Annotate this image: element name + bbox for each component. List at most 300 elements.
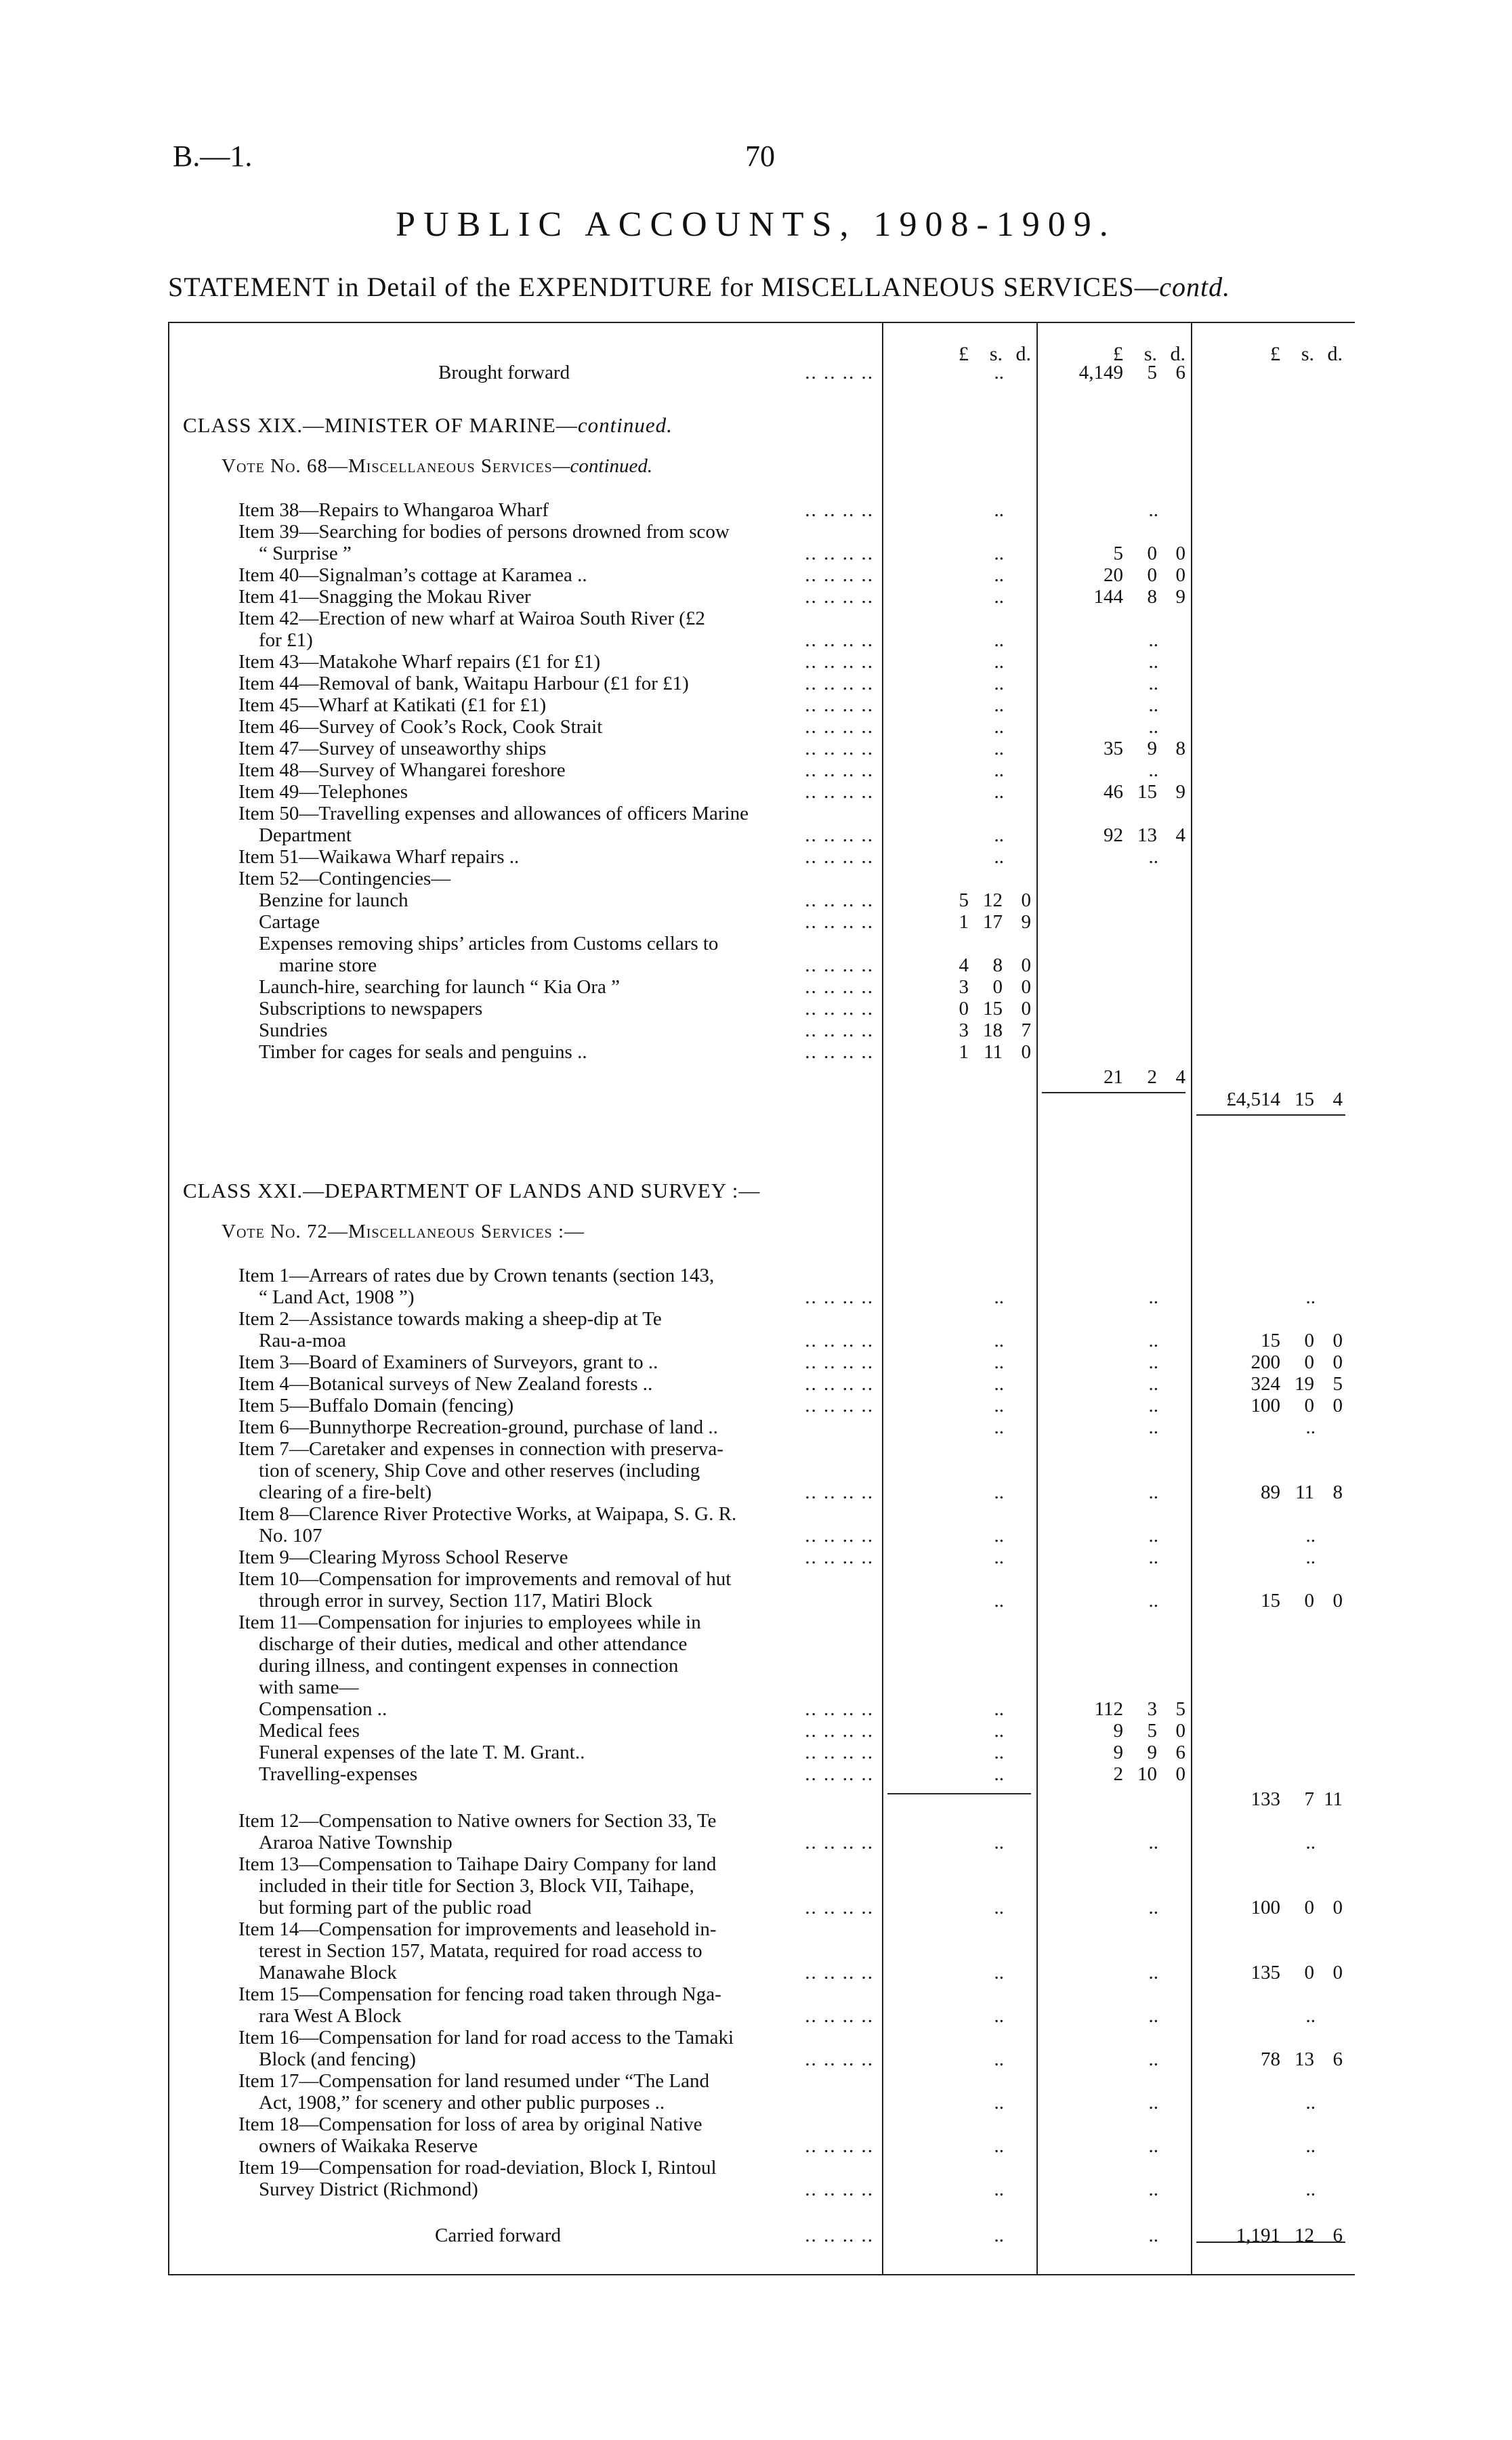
description-text: Item 9—Clearing Myross School Reserve: [238, 1547, 568, 1568]
pence-value: 6: [1332, 2048, 1343, 2070]
table-row: [169, 1438, 1355, 1460]
pounds-value: 2: [1113, 1763, 1123, 1785]
row-description: [238, 1416, 718, 1438]
pounds-value: 78: [1261, 2048, 1280, 2070]
row-description: [238, 1265, 714, 1286]
leader-dots: .. .. .. ..: [805, 1763, 874, 1785]
shillings-value: 0: [1304, 1330, 1314, 1351]
expenditure-table: [168, 322, 1355, 2275]
subtitle-suffix: —contd.: [1134, 272, 1231, 302]
leader-dots: .. .. .. ..: [805, 1481, 874, 1503]
table-row: [169, 998, 1355, 1019]
total-rule: [1196, 1114, 1345, 1116]
shillings-value: 15: [1137, 781, 1157, 803]
shillings-value: 0: [1304, 1351, 1314, 1373]
row-description: [259, 543, 352, 564]
row-description: [238, 564, 587, 586]
table-row: [169, 521, 1355, 543]
pounds-value: 324: [1251, 1373, 1280, 1395]
pence-value: 7: [1021, 1019, 1031, 1041]
description-text: Item 5—Buffalo Domain (fencing): [238, 1395, 514, 1416]
row-description: [279, 954, 377, 976]
empty-placeholder: ..: [994, 1698, 1004, 1720]
description-text: CLASS XXI.—DEPARTMENT OF LANDS AND SURVEY :—: [183, 1179, 761, 1202]
row-description: [259, 1655, 678, 1677]
description-text: Item 7—Caretaker and expenses in connection with preserva-: [238, 1438, 723, 1460]
empty-placeholder: ..: [1305, 1286, 1316, 1308]
shillings-value: 0: [992, 976, 1003, 998]
table-row: [169, 1395, 1355, 1416]
row-description: [259, 2092, 665, 2113]
table-row: [169, 1720, 1355, 1742]
statement-subtitle: [168, 271, 1230, 303]
pounds-value: 100: [1251, 1897, 1280, 1918]
shillings-value: 9: [1147, 1742, 1157, 1763]
row-description: [238, 1395, 513, 1416]
pence-value: 0: [1175, 564, 1185, 586]
table-row: [169, 954, 1355, 976]
row-description: [238, 1308, 662, 1330]
table-row: [169, 846, 1355, 868]
empty-placeholder: ..: [1148, 759, 1158, 781]
empty-placeholder: ..: [994, 1832, 1004, 1853]
row-description: [238, 846, 519, 868]
empty-placeholder: ..: [994, 694, 1004, 716]
table-row: [169, 1832, 1355, 1853]
empty-placeholder: ..: [1305, 1416, 1316, 1438]
empty-placeholder: ..: [994, 1286, 1004, 1308]
empty-placeholder: ..: [1305, 2179, 1316, 2200]
table-row: [169, 1810, 1355, 1832]
pence-value: 0: [1332, 1590, 1343, 1612]
table-row: [169, 716, 1355, 738]
table-row: [169, 1918, 1355, 1940]
row-description: [238, 1810, 716, 1832]
empty-placeholder: ..: [994, 543, 1004, 564]
description-text: during illness, and contingent expenses in connection: [259, 1655, 679, 1677]
row-description: [259, 2179, 478, 2200]
row-description: [238, 2113, 702, 2135]
empty-placeholder: ..: [1305, 2092, 1316, 2113]
description-text: Araroa Native Township: [259, 1832, 453, 1853]
description-text: Item 46—Survey of Cook’s Rock, Cook Strait: [238, 716, 603, 738]
empty-placeholder: ..: [1305, 1547, 1316, 1568]
empty-placeholder: ..: [1148, 694, 1158, 716]
table-row: [169, 499, 1355, 521]
shillings-value: 17: [983, 911, 1003, 933]
empty-placeholder: ..: [1148, 673, 1158, 694]
pence-value: 6: [1332, 2225, 1343, 2246]
table-row: [169, 1416, 1355, 1438]
description-text: Item 38—Repairs to Whangaroa Wharf: [238, 499, 549, 521]
description-text: Item 16—Compensation for land for road access to the Tamaki: [238, 2027, 734, 2048]
subtotal-rule: [1042, 1092, 1185, 1093]
row-description: [238, 1373, 652, 1395]
shillings-value: 9: [1147, 738, 1157, 759]
shillings-value: 8: [1147, 586, 1157, 608]
heading-suffix: continued.: [577, 413, 673, 437]
table-row: [169, 1940, 1355, 1962]
table-row: [169, 1698, 1355, 1720]
empty-placeholder: ..: [1305, 2135, 1316, 2157]
shillings-value: 12: [983, 889, 1003, 911]
table-row: [169, 1612, 1355, 1633]
shillings-value: 19: [1295, 1373, 1314, 1395]
pounds-value: 200: [1251, 1351, 1280, 1373]
empty-placeholder: ..: [1148, 1525, 1158, 1547]
leader-dots: .. .. .. ..: [805, 694, 874, 716]
empty-placeholder: ..: [1148, 2135, 1158, 2157]
vote-heading: [169, 455, 1355, 477]
row-description: [238, 738, 546, 759]
leader-dots: .. .. .. ..: [805, 1373, 874, 1395]
empty-placeholder: ..: [1148, 1962, 1158, 1983]
table-row: [169, 694, 1355, 716]
description-text: Item 19—Compensation for road-deviation, Block I, Rintoul: [238, 2157, 717, 2179]
empty-placeholder: ..: [994, 1351, 1004, 1373]
pence-value: 5: [1332, 1373, 1343, 1395]
pence-value: 4: [1332, 1089, 1343, 1110]
table-row: [169, 824, 1355, 846]
row-description: [259, 1897, 532, 1918]
description-text: Sundries: [259, 1019, 328, 1041]
row-description: [259, 1633, 687, 1655]
shillings-value: 13: [1295, 2048, 1314, 2070]
empty-placeholder: ..: [1148, 1832, 1158, 1853]
row-description: [238, 499, 549, 521]
col1-pence-header: d.: [1015, 343, 1031, 365]
pounds-value: 3: [959, 1019, 969, 1041]
pounds-value: 144: [1093, 586, 1123, 608]
description-text: clearing of a fire-belt): [259, 1481, 432, 1503]
table-row: [169, 2005, 1355, 2027]
col2-pence-header: d.: [1170, 343, 1185, 365]
leader-dots: .. .. .. ..: [805, 543, 874, 564]
leader-dots: .. .. .. ..: [805, 1897, 874, 1918]
row-description: [238, 803, 749, 824]
description-text: Item 11—Compensation for injuries to employees while in: [238, 1612, 701, 1633]
row-description: [259, 1720, 360, 1742]
row-description: [238, 716, 602, 738]
empty-placeholder: ..: [1148, 1481, 1158, 1503]
empty-placeholder: ..: [1148, 1897, 1158, 1918]
empty-placeholder: ..: [994, 738, 1004, 759]
row-description: [259, 2005, 402, 2027]
empty-placeholder: ..: [1148, 1416, 1158, 1438]
table-row: [169, 608, 1355, 629]
row-description: [259, 976, 620, 998]
row-description: [238, 759, 566, 781]
description-text: Item 45—Wharf at Katikati (£1 for £1): [238, 694, 547, 716]
table-row: [169, 911, 1355, 933]
table-row: [169, 803, 1355, 824]
leader-dots: .. .. .. ..: [805, 1351, 874, 1373]
table-row: [169, 933, 1355, 954]
shillings-value: 0: [1147, 564, 1157, 586]
row-description: [238, 2070, 709, 2092]
pounds-value: 133: [1251, 1788, 1280, 1810]
row-description: [238, 1547, 568, 1568]
pence-value: 0: [1021, 889, 1031, 911]
table-row: [169, 2092, 1355, 2113]
empty-placeholder: ..: [1148, 2225, 1158, 2246]
table-row: [169, 2027, 1355, 2048]
shillings-value: 15: [983, 998, 1003, 1019]
empty-placeholder: ..: [994, 1416, 1004, 1438]
pounds-value: 35: [1104, 738, 1123, 759]
leader-dots: .. .. .. ..: [805, 1395, 874, 1416]
empty-placeholder: ..: [1148, 1547, 1158, 1568]
pence-value: 0: [1332, 1351, 1343, 1373]
empty-placeholder: ..: [994, 2048, 1004, 2070]
pence-value: 0: [1175, 1763, 1185, 1785]
table-row: [169, 1655, 1355, 1677]
pounds-value: 5: [1113, 543, 1123, 564]
table-row: [169, 586, 1355, 608]
row-description: [238, 673, 689, 694]
pence-value: 0: [1175, 543, 1185, 564]
description-text: with same—: [259, 1677, 359, 1698]
pence-value: 4: [1175, 1066, 1185, 1088]
col3-pounds-header: £: [1270, 343, 1280, 365]
row-description: [259, 1677, 358, 1698]
report-code: B.—1.: [173, 140, 253, 173]
leader-dots: .. .. .. ..: [805, 564, 874, 586]
table-row: [169, 738, 1355, 759]
page-title: PUBLIC ACCOUNTS, 1908-1909.: [396, 205, 1116, 244]
table-row: [169, 1897, 1355, 1918]
row-description: [259, 1460, 700, 1481]
description-text: Item 18—Compensation for loss of area by original Native: [238, 2113, 702, 2135]
pence-value: 6: [1175, 1742, 1185, 1763]
description-text: Manawahe Block: [259, 1962, 397, 1983]
pounds-value: 15: [1261, 1590, 1280, 1612]
shillings-value: 0: [1304, 1962, 1314, 1983]
pence-value: 0: [1021, 998, 1031, 1019]
pounds-value: 1: [959, 911, 969, 933]
table-row: [169, 362, 1355, 383]
empty-placeholder: ..: [994, 1330, 1004, 1351]
row-description: [435, 2225, 561, 2246]
shillings-value: 11: [1295, 1481, 1314, 1503]
pence-value: 0: [1021, 976, 1031, 998]
shillings-value: 18: [983, 1019, 1003, 1041]
leader-dots: .. .. .. ..: [805, 1742, 874, 1763]
table-row: [169, 1677, 1355, 1698]
description-text: Item 1—Arrears of rates due by Crown tenants (section 143,: [238, 1265, 715, 1286]
table-row: [169, 543, 1355, 564]
shillings-value: 8: [992, 954, 1003, 976]
description-text: but forming part of the public road: [259, 1897, 532, 1918]
description-text: Department: [259, 824, 352, 846]
vote-heading: [169, 1221, 1355, 1242]
row-description: [259, 933, 718, 954]
row-description: [259, 998, 482, 1019]
table-row: [169, 1041, 1355, 1063]
description-text: Carried forward: [435, 2225, 561, 2246]
heading-text: [222, 455, 652, 477]
empty-placeholder: ..: [994, 846, 1004, 868]
pence-value: 9: [1175, 781, 1185, 803]
leader-dots: .. .. .. ..: [805, 1962, 874, 1983]
leader-dots: .. .. .. ..: [805, 629, 874, 651]
description-text: marine store: [279, 954, 377, 976]
table-row: [169, 2225, 1355, 2246]
table-row: [169, 1265, 1355, 1286]
table-row: [169, 1633, 1355, 1655]
empty-placeholder: ..: [994, 759, 1004, 781]
leader-dots: .. .. .. ..: [805, 673, 874, 694]
table-row: [169, 1373, 1355, 1395]
table-row: [169, 1525, 1355, 1547]
row-description: [238, 1853, 716, 1875]
description-text: Vote No. 72—Miscellaneous Services :—: [222, 1221, 585, 1242]
table-row: [169, 1286, 1355, 1308]
table-row: [169, 2179, 1355, 2200]
pence-value: 8: [1175, 738, 1185, 759]
pounds-value: 112: [1094, 1698, 1123, 1720]
subtotal-rule: [887, 1793, 1031, 1794]
row-description: [438, 362, 570, 383]
table-row: [169, 759, 1355, 781]
description-text: No. 107: [259, 1525, 322, 1547]
shillings-value: 3: [1147, 1698, 1157, 1720]
leader-dots: .. .. .. ..: [805, 911, 874, 933]
pence-value: 5: [1175, 1698, 1185, 1720]
pounds-value: 135: [1251, 1962, 1280, 1983]
subtitle-text: STATEMENT in Detail of the EXPENDITURE for MISCELLANEOUS SERVICES: [168, 272, 1135, 302]
leader-dots: .. .. .. ..: [805, 846, 874, 868]
table-row: [169, 1019, 1355, 1041]
leader-dots: .. .. .. ..: [805, 1525, 874, 1547]
empty-placeholder: ..: [994, 1373, 1004, 1395]
pence-value: 0: [1175, 1720, 1185, 1742]
pounds-value: 15: [1261, 1330, 1280, 1351]
table-row: [169, 2070, 1355, 2092]
empty-placeholder: ..: [994, 1525, 1004, 1547]
heading-suffix: —continued.: [552, 455, 653, 477]
table-row: [169, 868, 1355, 889]
description-text: Item 6—Bunnythorpe Recreation-ground, purchase of land ..: [238, 1416, 718, 1438]
description-text: Expenses removing ships’ articles from Customs cellars to: [259, 933, 719, 954]
empty-placeholder: ..: [994, 2225, 1004, 2246]
leader-dots: .. .. .. ..: [805, 499, 874, 521]
empty-placeholder: ..: [1305, 1525, 1316, 1547]
description-text: Item 49—Telephones: [238, 781, 408, 803]
row-description: [259, 1019, 328, 1041]
table-row: [169, 2048, 1355, 2070]
empty-placeholder: ..: [1148, 1330, 1158, 1351]
leader-dots: .. .. .. ..: [805, 824, 874, 846]
row-description: [238, 2027, 734, 2048]
empty-placeholder: ..: [994, 362, 1004, 383]
row-description: [259, 2048, 416, 2070]
shillings-value: 0: [1304, 1897, 1314, 1918]
description-text: “ Surprise ”: [259, 543, 352, 564]
empty-placeholder: ..: [994, 586, 1004, 608]
pounds-value: £4,514: [1226, 1089, 1280, 1110]
row-description: [238, 1918, 717, 1940]
pence-value: 0: [1021, 954, 1031, 976]
row-description: [259, 1742, 585, 1763]
empty-placeholder: ..: [1148, 1351, 1158, 1373]
row-description: [259, 1481, 432, 1503]
empty-placeholder: ..: [1148, 2005, 1158, 2027]
pence-value: 0: [1332, 1395, 1343, 1416]
leader-dots: .. .. .. ..: [805, 1330, 874, 1351]
row-description: [238, 2157, 717, 2179]
pounds-value: 1,191: [1236, 2225, 1280, 2246]
empty-placeholder: ..: [994, 824, 1004, 846]
description-text: Item 50—Travelling expenses and allowances of officers Marine: [238, 803, 749, 824]
table-row: [169, 629, 1355, 651]
pence-value: 9: [1021, 911, 1031, 933]
shillings-value: 0: [1304, 1395, 1314, 1416]
leader-dots: .. .. .. ..: [805, 586, 874, 608]
empty-placeholder: ..: [994, 499, 1004, 521]
shillings-value: 2: [1147, 1066, 1157, 1088]
empty-placeholder: ..: [1305, 1832, 1316, 1853]
table-row: [169, 651, 1355, 673]
empty-placeholder: ..: [994, 1763, 1004, 1785]
description-text: Rau-a-moa: [259, 1330, 346, 1351]
pence-value: 9: [1175, 586, 1185, 608]
row-description: [238, 694, 546, 716]
row-description: [259, 1286, 415, 1308]
row-description: [259, 629, 313, 651]
leader-dots: .. .. .. ..: [805, 1698, 874, 1720]
heading-text: [183, 415, 673, 436]
description-text: owners of Waikaka Reserve: [259, 2135, 478, 2157]
row-description: [259, 889, 408, 911]
leader-dots: .. .. .. ..: [805, 976, 874, 998]
table-row: [169, 1983, 1355, 2005]
row-description: [238, 586, 531, 608]
empty-placeholder: ..: [1148, 1395, 1158, 1416]
row-description: [238, 1351, 658, 1373]
shillings-value: 0: [1304, 1590, 1314, 1612]
leader-dots: .. .. .. ..: [805, 1547, 874, 1568]
leader-dots: .. .. .. ..: [805, 716, 874, 738]
description-text: Item 14—Compensation for improvements and leasehold in-: [238, 1918, 717, 1940]
pounds-value: 4,149: [1078, 362, 1123, 383]
table-row: [169, 1788, 1355, 1810]
description-text: terest in Section 157, Matata, required for road access to: [259, 1940, 702, 1962]
row-description: [259, 1875, 694, 1897]
description-text: Item 43—Matakohe Wharf repairs (£1 for £1): [238, 651, 601, 673]
row-description: [238, 781, 408, 803]
empty-placeholder: ..: [994, 564, 1004, 586]
description-text: Item 12—Compensation to Native owners for Section 33, Te: [238, 1810, 717, 1832]
table-row: [169, 1590, 1355, 1612]
empty-placeholder: ..: [994, 1897, 1004, 1918]
heading-text: [222, 1221, 585, 1242]
empty-placeholder: ..: [994, 651, 1004, 673]
table-row: [169, 1066, 1355, 1088]
description-text: CLASS XIX.—MINISTER OF MARINE—: [183, 413, 578, 437]
table-row: [169, 1547, 1355, 1568]
description-text: Item 40—Signalman’s cottage at Karamea ..: [238, 564, 587, 586]
empty-placeholder: ..: [994, 2005, 1004, 2027]
table-row: [169, 1875, 1355, 1897]
col3-pence-header: d.: [1327, 343, 1343, 365]
row-description: [238, 608, 705, 629]
row-description: [238, 1503, 736, 1525]
table-row: [169, 1742, 1355, 1763]
empty-placeholder: ..: [994, 673, 1004, 694]
description-text: Subscriptions to newspapers: [259, 998, 483, 1019]
leader-dots: .. .. .. ..: [805, 1720, 874, 1742]
